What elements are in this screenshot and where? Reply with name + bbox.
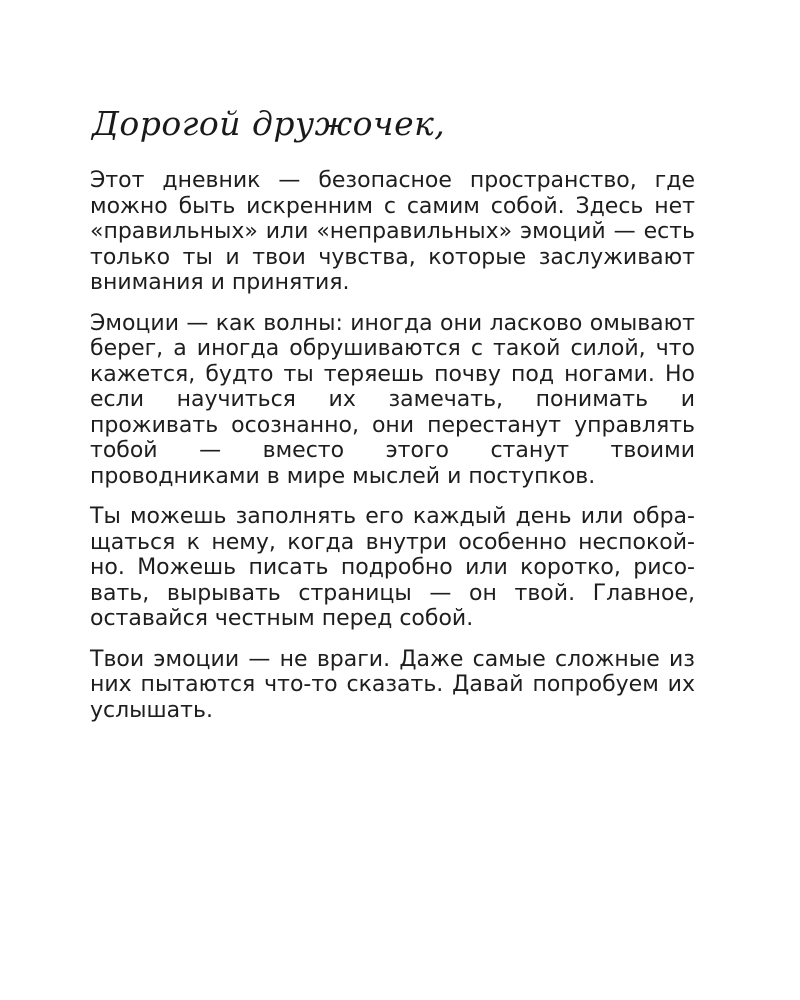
paragraph-closing: Твои эмоции — не враги. Даже самые сложные из них пытаются что-то сказать. Давай попробуем их услышать. <box>90 646 695 723</box>
paragraph-emotions-waves: Эмоции — как волны: иногда они ласково омывают берег, а иногда обрушиваются с такой силой, что кажется, будто ты теряешь почву под ногами. Но если научиться их замечать, понимать и проживать осознанно, они перестанут управлять тобой — вместо этого станут твоими проводниками в мире мыслей и поступков. <box>90 310 695 489</box>
paragraph-how-to-use: Ты можешь заполнять его каждый день или обращаться к нему, когда внутри особенно неспокойно. Можешь писать подробно или коротко, рисовать, вырывать страницы — он твой. Главное, оставайся честным перед собой. <box>90 504 695 631</box>
letter-body <box>90 168 695 738</box>
letter-greeting: Дорогой дружочек, <box>92 104 446 143</box>
paragraph-intro: Этот дневник — безопасное пространство, где можно быть искренним с самим собой. Здесь нет «правильных» или «неправильных» эмоций — есть только ты и твои чувства, которые заслуживают внимания и принятия. <box>90 168 695 295</box>
